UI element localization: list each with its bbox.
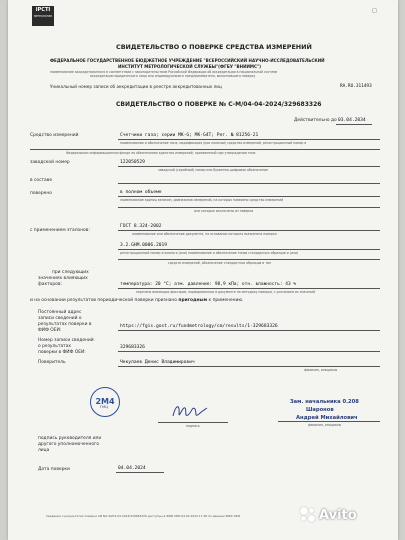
result-word: пригодным [178, 298, 208, 303]
result-statement: и на основании результатов периодической поверки признано пригодным к применению. [30, 298, 244, 303]
organization-line-1: ФЕДЕРАЛЬНОЕ ГОСУДАРСТВЕННОЕ БЮДЖЕТНОЕ УЧРЕЖДЕНИЕ "ВСЕРОССИЙСКИЙ НАУЧНО-ИССЛЕДОВАТЕЛЬСКИЙ [50, 58, 325, 63]
applied-caption: наименование или обозначение документа, на основании которого выполнена поверка [132, 232, 277, 236]
head-label-2: другого уполномоченного [38, 442, 100, 447]
signature-caption: подпись [186, 424, 200, 428]
head-label-1: подпись руководителя или [38, 436, 102, 441]
verification-stamp: 2М4 [90, 387, 120, 417]
instrument-value: Счетчики газа; серии МК-G; МК-G4Т; Рег. № 81256-21 [120, 133, 259, 138]
verifier-caption: фамилия, инициалы [304, 368, 338, 372]
organization-caption-2: аккредитации юридического лица или индивидуального предпринимателя, выполнившего поверку [90, 74, 256, 78]
conditions-value: температура: 20 °С; атм. давление: 98,9 кПа; отн. влажность: 43 % [120, 282, 297, 287]
applied-document: ГОСТ 8.324-2002 [120, 224, 162, 229]
verified-label: поверено [30, 191, 52, 196]
link-label-2: записи сведений о [38, 316, 82, 321]
head-stamp-line-1: Зам. начальника 0.208 [290, 399, 359, 405]
organization-caption-1: наименование аккредитованного в соответствии с законодательством Российской Федерации об аккредитации в национальной системе [50, 70, 278, 74]
head-stamp-line-2: Шаронов [306, 407, 334, 413]
date-label: Дата поверки [38, 467, 70, 472]
record-label-1: Номер записи сведений [38, 338, 94, 343]
accreditation-label: Уникальный номер записи об аккредитации в реестре аккредитованных лиц [50, 84, 222, 89]
organization-line-2: ИНСТИТУТ МЕТРОЛОГИЧЕСКОЙ СЛУЖБЫ"(ФГБУ "ВНИИМС") [118, 64, 262, 69]
verification-stamp-subtext: ГМЦ [100, 405, 108, 409]
standards-caption-1: регистрационный номер эталона и (или) наименование и обозначение типов стандартных образцов и (или) [120, 251, 299, 255]
verified-caption-2: или которые исключены из поверки [194, 209, 254, 213]
link-label-1: Постоянный адрес [38, 310, 82, 315]
verifier-label: Поверитель [38, 360, 66, 365]
head-caption: фамилия, инициалы [308, 423, 342, 427]
composition-label: в составе [30, 178, 53, 183]
head-stamp-line-3: Андрей Михайлович [296, 415, 358, 421]
record-label-3: поверки в ФИФ ОЕИ: [38, 350, 86, 355]
verified-value: в полном объеме [120, 190, 162, 195]
certificate-number: СВИДЕТЕЛЬСТВО О ПОВЕРКЕ № С-М/04-04-2024/329683326 [116, 101, 322, 108]
conditions-label-3: факторов: [38, 282, 62, 287]
standards-value: 3.2.GHM.0006.2019 [120, 243, 168, 248]
certificate-page [8, 0, 398, 540]
link-label-4: ФИФ ОЕИ: [38, 328, 62, 333]
date-value: 04.04.2024 [118, 466, 146, 471]
page-title: СВИДЕТЕЛЬСТВО О ПОВЕРКЕ СРЕДСТВА ИЗМЕРЕНИЙ [116, 43, 312, 51]
valid-until-label: Действительно до [294, 118, 337, 123]
serial-caption: заводской (серийный) номер или буквенно-цифровое обозначение [158, 168, 268, 172]
valid-until-date: 03.04.2034 [338, 118, 366, 123]
conditions-label-2: значениях влияющих [38, 276, 88, 281]
standards-caption-2: средств измерений, обозначение стандартных образцов и тип [168, 261, 272, 265]
link-label-3: результатах поверки в [38, 322, 92, 327]
corner-mark: □ [372, 8, 377, 14]
avito-logo-icon [300, 507, 316, 523]
signature-icon [170, 400, 210, 422]
applied-label: с применением эталонов: [30, 228, 90, 233]
instrument-caption: наименование и обозначение типа, модификация (при наличии) средства измерений, регистрационный номер в [120, 141, 307, 145]
institute-logo: IPCTI МЕТРОЛОГИЯ [32, 6, 54, 26]
avito-watermark: Avito [300, 505, 392, 525]
accreditation-number: RA.RU.311493 [340, 84, 372, 89]
instrument-label: Средство измерений [30, 133, 79, 138]
record-link[interactable]: https://fgis.gost.ru/fundmetrology/cm/results/1-329683326 [120, 324, 278, 329]
footer-note: Сведения о результатах поверки СИ №С-М/04-04-2024/329683326 доступны в ФИФ ОЕИ 04.04.2024 17:28 по данным ФИФ ОЕИ [46, 514, 240, 518]
fund-caption: Федеральном информационном фонде по обеспечению единства измерений, присвоенный при утверждении типа [66, 151, 256, 155]
conditions-caption: перечень влияющих факторов, нормированных в документе на методику поверки, с указанием их значений [136, 290, 316, 294]
serial-label: заводской номер [30, 160, 70, 165]
verifier-name: Чекулаев Денис Владимирович [120, 360, 195, 365]
verified-caption-1: наименование единиц величин, диапазонов измерений, на которых поверено средство измерений [120, 198, 284, 202]
record-number: 329683326 [120, 345, 145, 350]
record-label-2: о результатах [38, 344, 71, 349]
serial-value: 122050529 [120, 160, 145, 165]
head-label-3: лица [38, 448, 50, 453]
conditions-label-1: при следующих [52, 270, 89, 275]
